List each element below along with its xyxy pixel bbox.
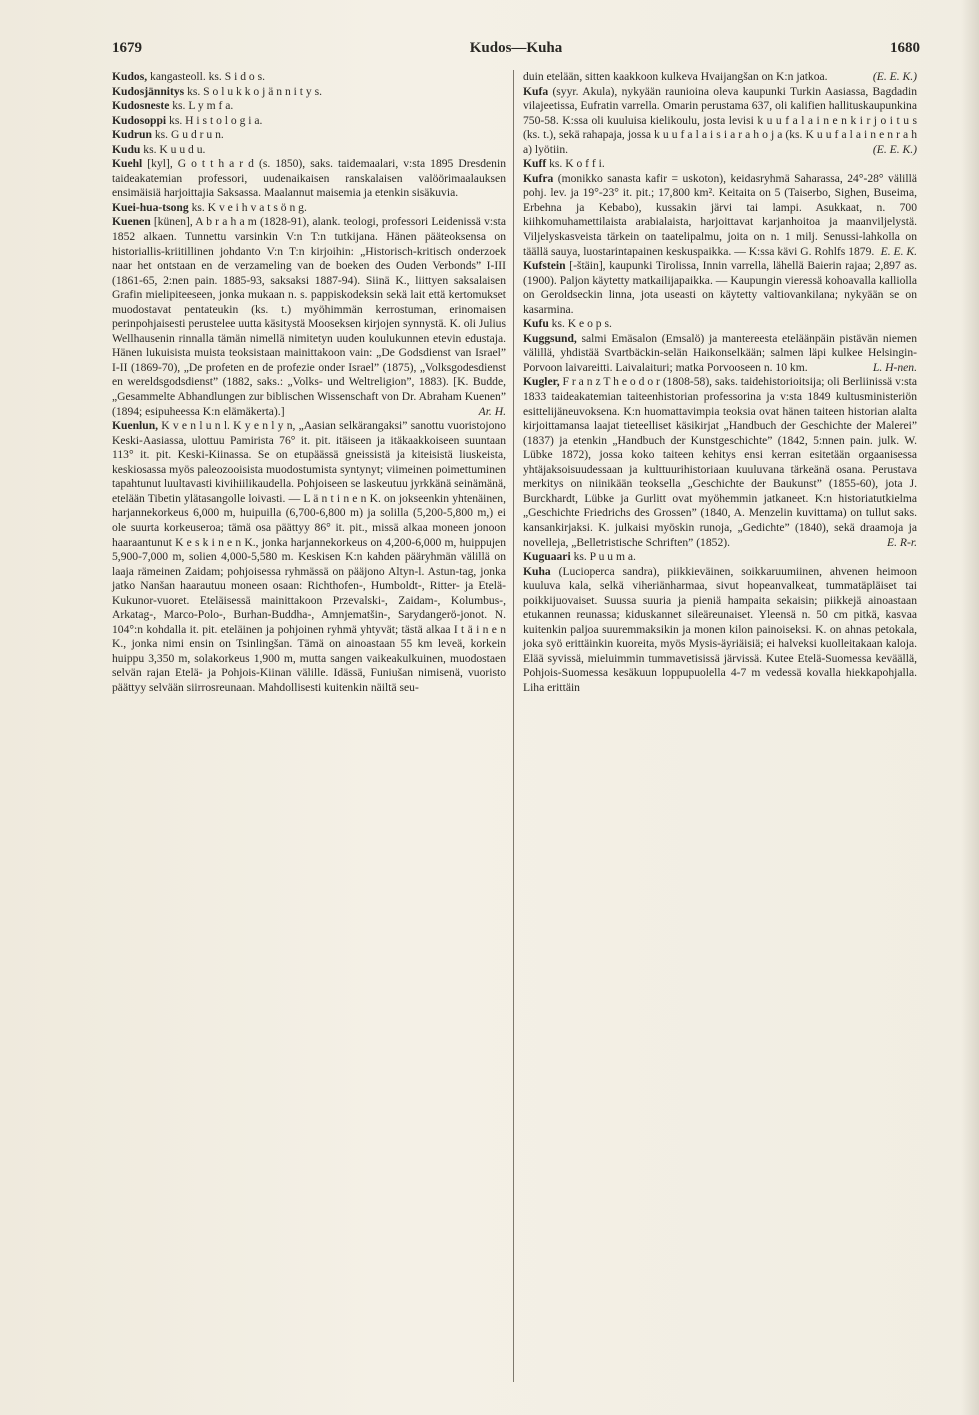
entry-headword: Kuha	[523, 564, 551, 578]
entry-headword: Kufstein	[523, 259, 566, 273]
dictionary-entry	[523, 375, 917, 550]
entry-text: ks. G u d r u n.	[151, 128, 224, 142]
dictionary-entry	[523, 332, 917, 376]
dictionary-entry	[523, 550, 917, 565]
dictionary-entry	[112, 114, 506, 129]
entry-text: salmi Emäsalon (Emsalö) ja mantereesta eteläänpäin pistävän niemen välillä, yhdistää Svartbäckin-selän Haikonselkään; salmen läpi kulkee Helsingin-Porvoon laivareitti. Laivalaituri; matka Porvooseen n. 10 km.	[523, 331, 917, 374]
dictionary-entry	[523, 317, 917, 332]
entry-text: [kyl], G o t t h a r d (s. 1850), saks. taidemaalari, v:sta 1895 Dresdenin taideakatemian professori, uudenaikaisen ranskalaisen valöörimaalauksen ensimäisiä harjoittajia Saksassa. Maalannut maisemia ja etenkin sisäkuvia.	[112, 157, 506, 200]
entry-text: [künen], A b r a h a m (1828-91), alank. teologi, professori Leidenissä v:sta 1852 alkaen. Tunnettu varsinkin V:n T:n tutkijana. Hänen pääteoksensa on historiallis-kriitillinen johdanto V:n T:n kirjoihin: „Historisch-kritisch onderzoek naar het ontstaan en de verzameling van de boeken des Ouden Verbonds” I-III (1861-65, 2:nen pain. 1885-93, saksaksi 1887-94). Siinä K., liittyen saksalaisen Grafin mielipiteeseen, jonka mukaan n. s. pappiskodeksin sekä lait että kertomukset muodostavat pentateukin (ks. t.) myöhimmän kerrostuman, erinomaisen perinpohjaisesti perustelee uutta käsitystä Mooseksen kirjojen synnystä. K. oli Julius Wellhausenin rinnalla tämän nimellä nimitetyn uuden koulukunnen etevin edustaja. Hänen lukuisista muista teoksistaan mainittakoon vain: „De Godsdienst van Israel” I-II (1869-70), „De profeten en de profezie onder Israel” (1875), „Volksgodesdienst en wereldsgodsdienst” (1882, saks.: „Volks- und Weltreligion”, 1883). [K. Budde, „Gesammelte Abhandlungen zur biblischen Wissenschaft von Dr. Abraham Kuenen” (1894; esipuheessa K:n elämäkerta).]	[112, 215, 506, 418]
page-number-left: 1679	[112, 40, 142, 56]
entry-author: Ar. H.	[478, 404, 506, 418]
page-edge-shadow	[961, 0, 979, 1415]
entry-text: ks. H i s t o l o g i a.	[166, 113, 263, 127]
entry-author: (E. E. K.)	[872, 70, 917, 83]
dictionary-entry	[112, 157, 506, 201]
dictionary-entry	[523, 259, 917, 317]
entry-headword: Kudosoppi	[112, 113, 167, 127]
entry-text: [-štäin], kaupunki Tirolissa, Innin varrella, lähellä Baierin rajaa; 2,897 as. (1900). Paljon käytetty matkailijapaikka. — Kaupungin vieressä kohoavalla kalliolla on Geroldseckin linna, jota useasti on käytetty valtiovankilana; nykyään se on kasarmina.	[523, 259, 917, 316]
entry-author: E. R-r.	[887, 535, 917, 549]
dictionary-entry	[523, 157, 917, 172]
dictionary-entry	[112, 215, 506, 419]
dictionary-entry	[523, 70, 917, 85]
entry-text: K v e n l u n l. K y e n l y n, „Aasian selkärangaksi” sanottu vuoristojono Keski-Aasiassa, ulottuu Pamirista 76° it. pit. itäiseen ja itäkaakkoiseen suuntaan 113° it. pit. Keski-Kiinassa. Se on etupäässä gneissistä ja kiteisistä liuskeista, keskiosassa myös paleozooisista muodostumista syntynyt; viimeinen poimettuminen tapahtunut luultavasti kivihiilikaudella. Pohjoiseen se laskeutuu jyrkkänä seinämänä, etelään Tibetin ylätasangolle loivasti. — L ä n t i n e n K. on jokseenkin yhtenäinen, harjannekorkeus 6,000 m, huipuilla (6,700-6,800 m) ja solilla (5,200-5,800 m,) ei ole suurta korkeuseroa; tämä osa päättyy 86° it. pit., missä alkaa moneen jonoon haaraantunut K e s k i n e n K., jonka harjannekorkeus on 4,200-6,000 m, huippujen 5,900-7,000 m, solien 4,000-5,580 m. Keskisen K:n kahden pääryhmän välillä on laaja rämeinen Zaidam; pohjoisessa ryhmässä on pääjono Altyn-l. Astun-tag, jonka jatko Nanšan haarautuu moneen osaan: Richthofen-, Humboldt-, Ritter- ja Etelä-Kukunor-vuoret. Eteläisessä mainittakoon Przevalski-, Zaidam-, Kolumbus-, Arkatag-, Marco-Polo-, Burhan-Buddha-, Amnjematšin-, Sarydangerö-jonot. N. 104°:n kohdalla it. pit. eteläinen ja pohjoinen ryhmä yhtyvät; tästä alkaa I t ä i n e n K., jonka nimi ensin on Tsinlingšan. Tämä on ainoastaan 55 km leveä, korkein huippu 3,350 m, solakorkeus 1,900 m, mutta sangen vaikeakulkuinen, muodostaen selvän rajan Etelä- ja Pohjois-Kiinan välille. Idässä, Funiušan nimisenä, vuoristo päättyy selvään siirrosreunaan. Mahdollisesti kuitenkin näiltä seu-	[112, 419, 506, 694]
entry-headword: Kuguaari	[523, 550, 571, 564]
entry-text: ks. S o l u k k o j ä n n i t y s.	[184, 84, 323, 98]
running-title: Kudos—Kuha	[469, 40, 563, 56]
dictionary-entry	[523, 85, 917, 158]
entry-headword: Kuff	[523, 157, 547, 171]
dictionary-entry	[112, 70, 506, 85]
entry-headword: Kuenlun,	[112, 419, 159, 433]
page-number-right: 1680	[890, 40, 920, 56]
entry-text: (syyr. Akula), nykyään raunioina oleva kaupunki Turkin Aasiassa, Bagdadin vilajeetissa, Eufratin varrella. Omarin perustama 637, oli kalifien hallituskaupunkina 750-58. K:ssa oli kuuluisa kielikoulu, josta levisi k u u f a l a i n e n k i r j o i t u s (ks. t.), sekä rahapaja, jossa k u u f a l a i s i a r a h o j a (ks. K u u f a l a i n e n r a h a) lyötiin.	[523, 84, 917, 156]
entry-headword: Kuggsund,	[523, 331, 577, 345]
entry-text: ks. P u u m a.	[570, 550, 636, 564]
entry-text: ks. K u u d u.	[140, 142, 206, 156]
entry-text: (monikko sanasta kafir = uskoton), keidasryhmä Saharassa, 24°-28° välillä pohj. lev. ja 19°-23° it. pit.; 17,800 km². Keitaita on 5 (Taiserbo, Sighen, Buseima, Erbehna ja Kebabo), kussakin järvi tai lampi. Asukkaat, n. 700 kiihkomuhamettilaista arabialaista, harjoittavat karjanhoitoa ja maanviljelystä. Viljelyskasveista tärkein on taatelipalmu, joita on n. 1 milj. Senussi-lahkolla on täällä sauya, luostarintapainen keskuspaikka. — K:ssa kävi G. Rohlfs 1879.	[523, 171, 917, 258]
entry-author: E. E. K.	[880, 244, 917, 258]
dictionary-entry	[523, 172, 917, 259]
entry-headword: Kudu	[112, 142, 141, 156]
page-header	[112, 40, 920, 60]
column-divider	[513, 70, 514, 1382]
left-column	[112, 70, 506, 696]
entry-headword: Kufra	[523, 171, 554, 185]
dictionary-entry	[112, 419, 506, 695]
dictionary-entry	[112, 85, 506, 100]
dictionary-entry	[112, 99, 506, 114]
entry-headword: Kuenen	[112, 215, 151, 229]
entry-text: ks. L y m f a.	[169, 99, 234, 113]
entry-text: ks. K v e i h v a t s ö n g.	[188, 200, 307, 214]
dictionary-entry	[112, 201, 506, 216]
entry-text: F r a n z T h e o d o r (1808-58), saks. taidehistorioitsija; oli Berliinissä v:sta 1833 taideakatemian taiteenhistorian professorina ja v:sta 1849 kultusministeriön esittelijäneuvoksena. K:n huomattavimpia teoksia ovat hänen taiteen historian alalta kirjoittamansa laajat tieteelliset käsikirjat „Handbuch der Geschichte der Malerei” (1837) ja etenkin „Handbuch der Kunstgeschichte” (1842, 5:nnen pain. julk. W. Lübke 1872), jossa koko taiteen kehitys ensi kerran esitetään orgaanisessa yhtäjaksoisuudessaan ja kulttuurihistoriaan kuuluvana tärkeänä osana. Perustava merkitys on niinikään teoksella „Geschichte der Baukunst” (1855-60), jota J. Burckhardt, Lübke ja Gurlitt ovat myöhemmin jatkaneet. K:n historiatutkielma „Geschichte Friedrichs des Grossen” (1840, A. Menzelin kuvittama) on tullut saks. kansankirjaksi. K. julkaisi myöskin runoja, „Gedichte” (1840), sekä draamoja ja novelleja, „Belletristische Schriften” (1852).	[523, 375, 917, 549]
entry-headword: Kudosjännitys	[112, 84, 185, 98]
entry-headword: Kufu	[523, 317, 549, 331]
right-column	[523, 70, 917, 696]
entry-headword: Kuei-hua-tsong	[112, 200, 189, 214]
dictionary-entry	[523, 565, 917, 696]
entry-text: duin etelään, sitten kaakkoon kulkeva Hvaijangšan on K:n jatkoa.	[523, 70, 828, 83]
entry-text: ks. K e o p s.	[548, 317, 612, 331]
entry-headword: Kuehl	[112, 157, 143, 171]
entry-headword: Kudrun	[112, 128, 152, 142]
entry-author: (E. E. K.)	[872, 142, 917, 156]
entry-headword: Kudos,	[112, 70, 148, 83]
entry-author: L. H-nen.	[872, 360, 917, 374]
dictionary-entry	[112, 128, 506, 143]
entry-headword: Kudosneste	[112, 99, 170, 113]
entry-text: kangasteoll. ks. S i d o s.	[147, 70, 265, 83]
dictionary-entry	[112, 143, 506, 158]
entry-headword: Kufa	[523, 84, 549, 98]
entry-text: (Lucioperca sandra), piikkieväinen, soikkaruumiinen, ahvenen heimoon kuuluva kala, selkä viheriänharmaa, sivut hopeanvalkeat, tummatäpläiset tai poikkijuovaiset. Suussa suuria ja pieniä hampaita sekaisin; piikkejä ainoastaan etukannen reunassa; kiduskannet sileäreunaiset. Yleensä n. 50 cm pitkä, kasvaa kuitenkin paljoa suuremmaksikin ja monen kilon painoiseksi. K. on ahnas petokala, joka syö erittäinkin kuoreita, myös Mysis-äyriäisiä; ei halveksi kuolleitakaan kaloja. Elää syvissä, mieluimmin tummavetisissä järvissä. Kutee Etelä-Suomessa keväällä, Pohjois-Suomessa kesäkuun loppupuolella 4-7 m vedessä kovalla hiekkapohjalla. Liha erittäin	[523, 564, 917, 694]
entry-text: ks. K o f f i.	[546, 157, 605, 171]
entry-headword: Kugler,	[523, 375, 560, 389]
